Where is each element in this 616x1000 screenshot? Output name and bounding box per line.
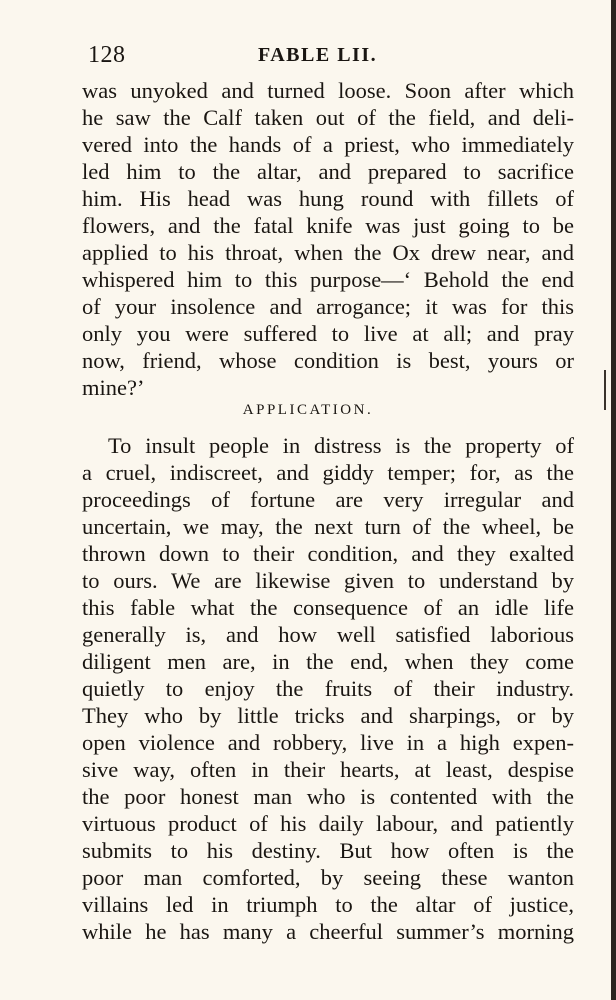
text-line: diligent men are, in the end, when they come [82,649,574,674]
application-heading: APPLICATION. [242,402,374,418]
text-line: now, friend, whose condition is best, yours or [82,348,574,373]
text-line: flowers, and the fatal knife was just going to be [82,213,574,238]
page-edge-shadow [611,0,616,1000]
text-line: poor man comforted, by seeing these wanton [82,865,574,890]
text-line: applied to his throat, when the Ox drew near, and [82,240,574,265]
text-line: mine?’ [82,375,145,400]
text-line: proceedings of fortune are very irregular and [82,487,574,512]
text-line: only you were suffered to live at all; and pray [82,321,574,346]
text-line: whispered him to this purpose—‘ Behold the end [82,267,574,292]
text-line: he saw the Calf taken out of the field, and deli- [82,105,574,130]
text-line: this fable what the consequence of an idle life [82,595,574,620]
text-line: open violence and robbery, live in a high expen- [82,730,574,755]
text-line: a cruel, indiscreet, and giddy temper; for, as the [82,460,574,485]
text-line: villains led in triumph to the altar of justice, [82,892,574,917]
page-header [88,42,588,72]
text-line: To insult people in distress is the property of [108,433,574,458]
text-line: him. His head was hung round with fillets of [82,186,574,211]
running-title: FABLE LII. [258,44,378,66]
text-line: of your insolence and arrogance; it was for this [82,294,574,319]
text-line: thrown down to their condition, and they exalted [82,541,574,566]
text-line: uncertain, we may, the next turn of the wheel, be [82,514,574,539]
text-line: generally is, and how well satisfied laborious [82,622,574,647]
text-line: to ours. We are likewise given to understand by [82,568,574,593]
text-line: the poor honest man who is contented with the [82,784,574,809]
text-line: virtuous product of his daily labour, and patiently [82,811,574,836]
text-line: sive way, often in their hearts, at least, despise [82,757,574,782]
text-line: led him to the altar, and prepared to sacrifice [82,159,574,184]
text-line: quietly to enjoy the fruits of their industry. [82,676,574,701]
text-line: was unyoked and turned loose. Soon after which [82,78,574,103]
text-line: submits to his destiny. But how often is the [82,838,574,863]
text-line: while he has many a cheerful summer’s morning [82,919,574,944]
text-line: vered into the hands of a priest, who immediately [82,132,574,157]
text-line: They who by little tricks and sharpings, or by [82,703,574,728]
page-number: 128 [88,42,126,68]
